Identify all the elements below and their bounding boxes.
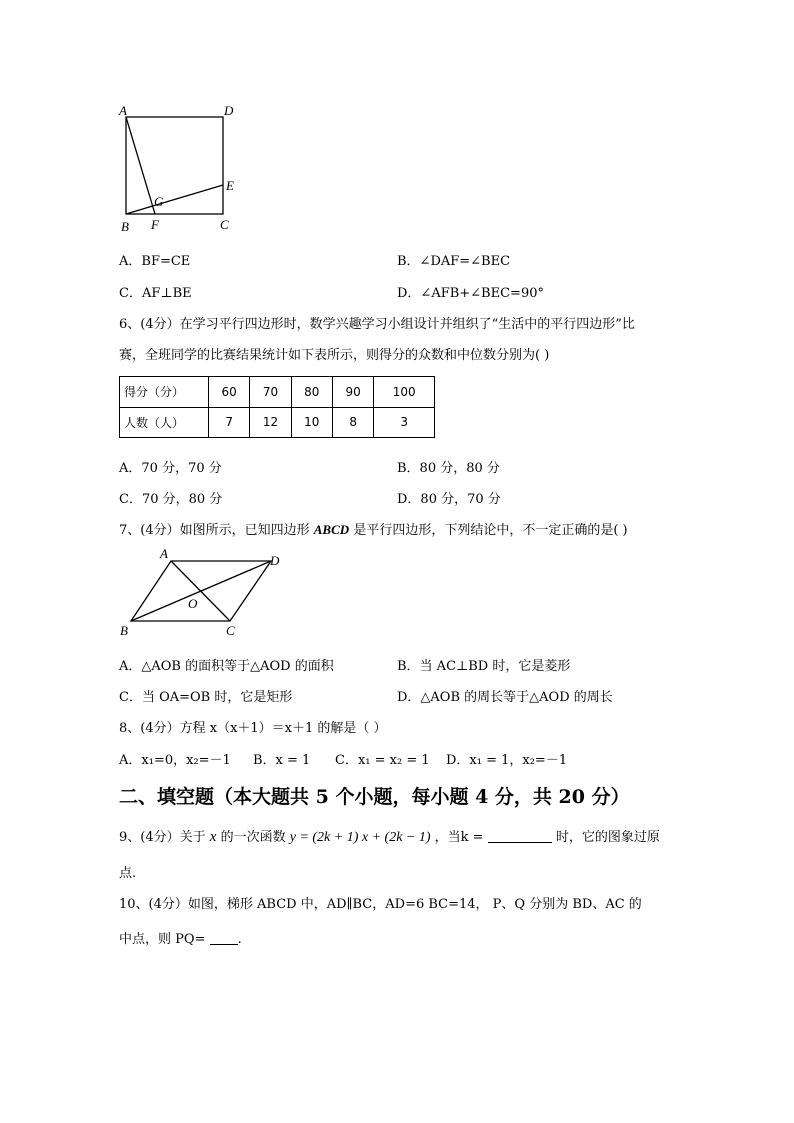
q7-stem-post: 是平行四边形，下列结论中，不一定正确的是( ) xyxy=(353,523,628,538)
q10-answer-blank[interactable] xyxy=(210,930,238,945)
q9-post: 时，它的图象过原 xyxy=(555,830,660,845)
table-cell: 7 xyxy=(209,407,250,438)
table-header-score: 得分（分） xyxy=(120,377,209,408)
label-c: C xyxy=(226,623,235,638)
q9-pre: 9、(4分）关于 xyxy=(119,830,206,845)
table-row xyxy=(120,377,435,408)
q7-stem-var: ABCD xyxy=(313,522,350,537)
q5-figure xyxy=(110,100,250,240)
q9-var-x: x xyxy=(209,829,217,845)
segment-be xyxy=(126,185,223,214)
label-f: F xyxy=(151,217,159,232)
table-row xyxy=(120,407,435,438)
q5-option-d: D．∠AFB+∠BEC=90° xyxy=(397,286,544,301)
table-header-count: 人数（人） xyxy=(120,407,209,438)
q10-line2-post: . xyxy=(237,932,242,947)
q9-mid: 的一次函数 xyxy=(220,830,286,845)
table-cell: 10 xyxy=(291,407,332,438)
q6-option-c: C．70 分，80 分 xyxy=(119,492,223,507)
q6-option-b: B．80 分，80 分 xyxy=(397,461,500,476)
label-c: C xyxy=(220,217,229,232)
section-2-title: 二、填空题（本大题共 5 个小题，每小题 4 分，共 20 分） xyxy=(119,786,630,808)
q7-option-a: A．△AOB 的面积等于△AOD 的面积 xyxy=(119,659,334,674)
label-b: B xyxy=(121,219,129,234)
table-cell: 80 xyxy=(291,377,332,408)
q9-stem xyxy=(119,826,660,846)
table-cell: 8 xyxy=(332,407,373,438)
q10-line2-pre: 中点，则 PQ= xyxy=(119,932,206,947)
table-cell: 100 xyxy=(374,377,435,408)
label-a: A xyxy=(160,546,168,561)
q9-answer-blank[interactable] xyxy=(488,828,552,843)
q7-option-b: B．当 AC⊥BD 时，它是菱形 xyxy=(397,659,571,674)
q6-option-a: A．70 分，70 分 xyxy=(119,461,222,476)
table-cell: 12 xyxy=(250,407,291,438)
q8-stem: 8、(4分）方程 x（x＋1）＝x＋1 的解是（ ） xyxy=(119,721,387,736)
q7-option-c: C．当 OA=OB 时，它是矩形 xyxy=(119,690,293,705)
q6-stem-line1: 6、(4分）在学习平行四边形时，数学兴趣学习小组设计并组织了“生活中的平行四边形”比 xyxy=(119,317,635,332)
table-cell: 90 xyxy=(332,377,373,408)
q6-option-d: D．80 分，70 分 xyxy=(397,492,501,507)
q8-option-a: A．x₁=0，x₂=－1 xyxy=(119,753,231,768)
table-cell: 70 xyxy=(250,377,291,408)
q5-option-c: C．AF⊥BE xyxy=(119,286,192,301)
label-o: O xyxy=(188,596,198,611)
label-g: G xyxy=(154,194,164,209)
q7-stem xyxy=(119,519,628,538)
q5-option-b: B．∠DAF=∠BEC xyxy=(397,254,511,269)
q10-line2 xyxy=(119,928,242,947)
q5-option-a: A．BF=CE xyxy=(119,254,191,269)
q8-option-b: B．x = 1 xyxy=(253,753,311,768)
q8-option-c: C．x₁ = x₂ = 1 xyxy=(335,753,430,768)
q7-figure xyxy=(115,546,290,641)
table-cell: 60 xyxy=(209,377,250,408)
segment-af xyxy=(126,117,155,214)
q9-line2: 点. xyxy=(119,866,137,881)
q10-line1: 10、(4分）如图，梯形 ABCD 中，AD∥BC，AD=6 BC=14， P、Q 分别为 BD、AC 的 xyxy=(119,897,642,912)
label-a: A xyxy=(119,103,127,118)
q9-function: y = (2k + 1) x + (2k − 1) xyxy=(289,830,431,845)
label-d: D xyxy=(224,103,234,118)
table-cell: 3 xyxy=(374,407,435,438)
q7-option-d: D．△AOB 的周长等于△AOD 的周长 xyxy=(397,690,613,705)
q8-option-d: D．x₁ = 1，x₂=－1 xyxy=(446,753,568,768)
q7-stem-pre: 7、(4分）如图所示，已知四边形 xyxy=(119,523,310,538)
score-table xyxy=(119,376,435,438)
label-d: D xyxy=(270,553,280,568)
label-b: B xyxy=(120,623,128,638)
label-e: E xyxy=(226,178,234,193)
q6-stem-line2: 赛，全班同学的比赛结果统计如下表所示，则得分的众数和中位数分别为( ) xyxy=(119,348,550,363)
q9-when: ，当k = xyxy=(434,830,484,845)
